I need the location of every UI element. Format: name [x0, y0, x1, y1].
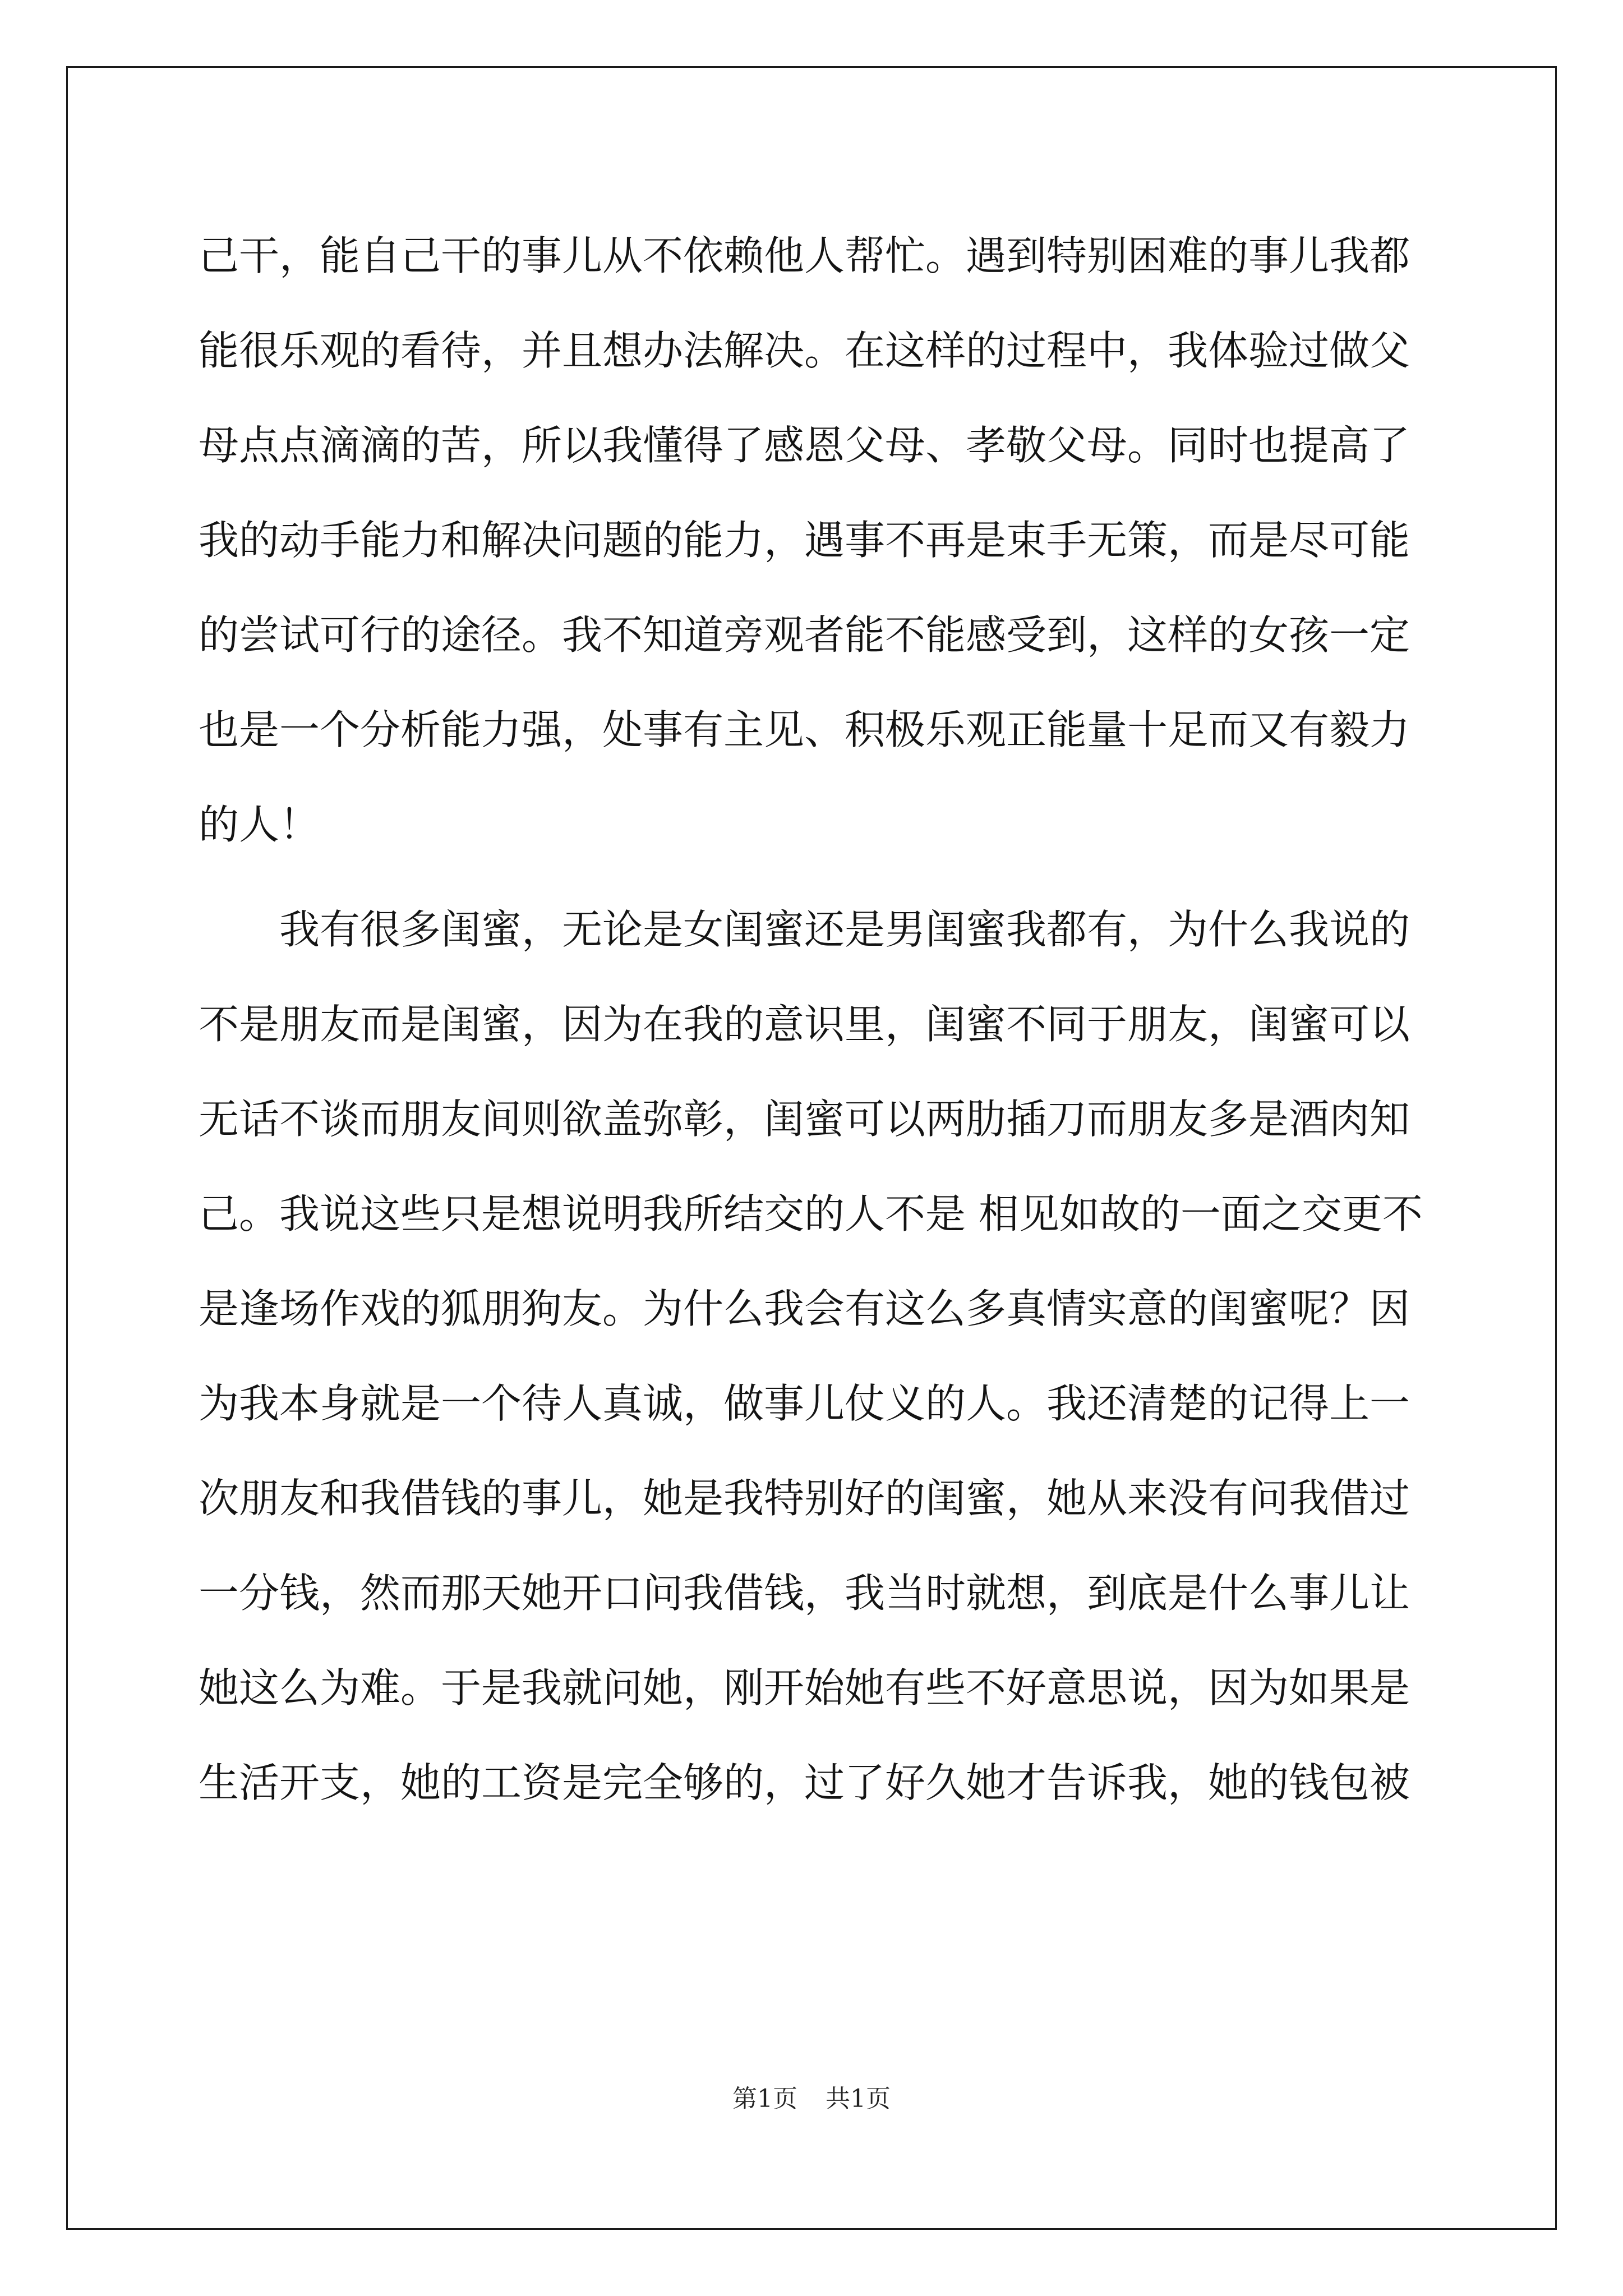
text-line: 她这么为难。于是我就问她，刚开始她有些不好意思说，因为如果是: [199, 1664, 1410, 1711]
text-line: 我的动手能力和解决问题的能力，遇事不再是束手无策，而是尽可能: [199, 517, 1410, 564]
page-number-total: 共1页: [826, 2085, 891, 2113]
text-line: 的尝试可行的途径。我不知道旁观者能不能感受到，这样的女孩一定: [199, 611, 1410, 659]
text-line: 能很乐观的看待，并且想办法解决。在这样的过程中，我体验过做父: [199, 327, 1410, 374]
page-footer: [0, 2082, 1623, 2116]
text-line: 一分钱，然而那天她开口问我借钱，我当时就想，到底是什么事儿让: [199, 1570, 1410, 1617]
paragraph-gap: [199, 872, 1438, 882]
text-line: 的人！: [199, 801, 320, 848]
text-line: 为我本身就是一个待人真诚，做事儿仗义的人。我还清楚的记得上一: [199, 1380, 1410, 1427]
text-line: 母点点滴滴的苦，所以我懂得了感恩父母、孝敬父母。同时也提高了: [199, 422, 1410, 469]
text-line: 次朋友和我借钱的事儿，她是我特别好的闺蜜，她从来没有问我借过: [199, 1475, 1410, 1522]
text-line: 也是一个分析能力强，处事有主见、积极乐观正能量十足而又有毅力: [199, 706, 1410, 753]
text-line: 是逢场作戏的狐朋狗友。为什么我会有这么多真情实意的闺蜜呢？因: [199, 1285, 1410, 1332]
text-line: 我有很多闺蜜，无论是女闺蜜还是男闺蜜我都有，为什么我说的: [199, 906, 1410, 953]
text-line: 己干，能自己干的事儿从不依赖他人帮忙。遇到特别困难的事儿我都: [199, 232, 1410, 279]
text-line: 己。我说这些只是想说明我所结交的人不是 相见如故的一面之交更不: [199, 1190, 1423, 1237]
document-body: [199, 209, 1438, 1830]
page-number-current: 第1页: [732, 2085, 797, 2113]
text-line: 生活开支，她的工资是完全够的，过了好久她才告诉我，她的钱包被: [199, 1759, 1410, 1806]
text-line: 不是朋友而是闺蜜，因为在我的意识里，闺蜜不同于朋友，闺蜜可以: [199, 1001, 1410, 1048]
text-line: 无话不谈而朋友间则欲盖弥彰，闺蜜可以两肋插刀而朋友多是酒肉知: [199, 1096, 1410, 1143]
